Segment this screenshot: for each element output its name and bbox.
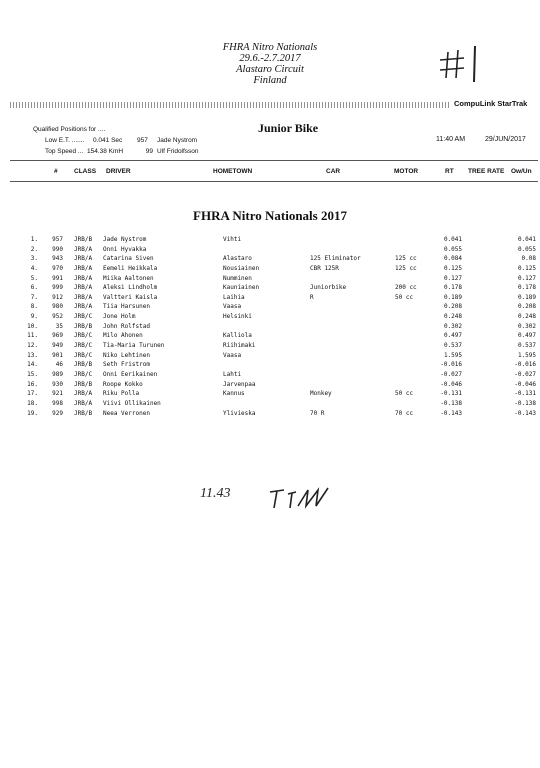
top-speed-car: 99: [145, 148, 153, 155]
row-ow-un: 0.08: [521, 255, 536, 263]
row-ow-un: 0.127: [517, 274, 536, 282]
row-driver: Milo Ahonen: [103, 332, 143, 340]
row-driver: Viivi Ollikainen: [103, 399, 161, 407]
row-car-number: 991: [52, 274, 63, 282]
row-reaction-time: 1.595: [443, 351, 462, 359]
row-car: CBR 125R: [310, 264, 339, 272]
row-ow-un: -0.016: [514, 361, 536, 369]
header-rule-bottom: [10, 181, 538, 182]
qualified-block: [33, 124, 199, 157]
row-class: JRB/A: [74, 274, 93, 282]
row-motor: 50 cc: [395, 390, 414, 398]
row-hometown: Helsinki: [223, 313, 252, 321]
row-reaction-time: -0.016: [440, 361, 462, 369]
row-driver: Jade Nystrom: [103, 236, 147, 243]
table-row: [0, 274, 540, 284]
row-ow-un: -0.131: [514, 390, 536, 398]
row-ow-un: 0.208: [517, 303, 536, 311]
row-hometown: Kauniainen: [223, 284, 260, 292]
row-position: 6.: [30, 284, 38, 292]
row-car-number: 999: [52, 284, 63, 292]
row-ow-un: 0.302: [517, 322, 536, 330]
row-reaction-time: 0.302: [443, 322, 462, 330]
row-car-number: 901: [52, 351, 63, 359]
row-reaction-time: 0.041: [443, 236, 462, 243]
row-car: Monkey: [310, 390, 332, 398]
row-ow-un: 1.595: [517, 351, 536, 359]
col-class: CLASS: [74, 168, 97, 175]
row-position: 3.: [30, 255, 38, 263]
row-reaction-time: 0.537: [443, 342, 462, 350]
row-position: 12.: [27, 342, 38, 350]
row-hometown: Alastaro: [223, 255, 252, 263]
row-motor: 70 cc: [395, 409, 414, 417]
row-reaction-time: 0.189: [443, 293, 462, 301]
low-et-value: 0.041 Sec: [93, 137, 123, 144]
table-row: [0, 283, 540, 293]
low-et-label: Low E.T. .......: [45, 137, 85, 144]
low-et-row: [33, 135, 199, 146]
row-driver: Niko Lehtinen: [103, 351, 150, 359]
row-position: 7.: [30, 293, 38, 301]
row-car-number: 990: [52, 245, 63, 253]
event-header: [0, 42, 540, 86]
row-class: JRB/B: [74, 409, 93, 417]
row-reaction-time: -0.046: [440, 380, 462, 388]
event-dates: 29.6.-2.7.2017: [239, 53, 301, 64]
table-row: [0, 235, 540, 245]
col-driver: DRIVER: [106, 168, 131, 175]
row-reaction-time: -0.143: [440, 409, 462, 417]
row-ow-un: -0.027: [514, 370, 536, 378]
row-position: 9.: [30, 313, 38, 321]
row-car-number: 35: [55, 322, 63, 330]
row-hometown: Vaasa: [223, 303, 242, 311]
row-ow-un: -0.143: [514, 409, 536, 417]
row-position: 19.: [27, 409, 38, 417]
row-class: JRB/C: [74, 370, 93, 378]
top-speed-label: Top Speed ...: [45, 148, 84, 155]
row-class: JRB/A: [74, 399, 93, 407]
table-row: [0, 331, 540, 341]
row-ow-un: -0.138: [514, 399, 536, 407]
row-class: JRB/A: [74, 293, 93, 301]
row-car-number: 921: [52, 390, 63, 398]
row-ow-un: 0.537: [517, 342, 536, 350]
row-class: JRB/C: [74, 351, 93, 359]
table-row: [0, 302, 540, 312]
row-reaction-time: 0.497: [443, 332, 462, 340]
row-reaction-time: 0.055: [443, 245, 462, 253]
row-motor: 125 cc: [395, 255, 417, 263]
row-hometown: Vaasa: [223, 351, 242, 359]
row-position: 4.: [30, 264, 38, 272]
row-motor: 200 cc: [395, 284, 417, 292]
row-car-number: 970: [52, 264, 63, 272]
timestamp: [436, 136, 526, 143]
row-driver: Valtteri Kaisla: [103, 293, 158, 301]
row-ow-un: 0.041: [517, 236, 536, 243]
row-motor: 50 cc: [395, 293, 414, 301]
table-row: [0, 264, 540, 274]
row-driver: Tiia Harsunen: [103, 303, 150, 311]
row-position: 11.: [27, 332, 38, 340]
handwritten-time: 11.43: [200, 486, 231, 501]
table-row: [0, 245, 540, 255]
page-title: Junior Bike: [258, 121, 319, 135]
row-reaction-time: 0.125: [443, 264, 462, 272]
row-motor: 125 cc: [395, 264, 417, 272]
low-et-driver: Jade Nystrom: [157, 137, 198, 144]
row-class: JRB/C: [74, 313, 93, 321]
table-row: [0, 389, 540, 399]
row-driver: Tia-Maria Turunen: [103, 342, 165, 350]
table-row: [0, 312, 540, 322]
row-car-number: 930: [52, 380, 63, 388]
table-row: [0, 360, 540, 370]
table-row: [0, 370, 540, 380]
col-rt: RT: [445, 168, 454, 175]
row-driver: Jone Holm: [103, 313, 136, 321]
row-ow-un: -0.046: [514, 380, 536, 388]
event-name: FHRA Nitro Nationals: [222, 42, 318, 53]
row-class: JRB/A: [74, 264, 93, 272]
header-rule-top: [10, 160, 538, 161]
row-car-number: 912: [52, 293, 63, 301]
row-car-number: 952: [52, 313, 63, 321]
table-row: [0, 293, 540, 303]
row-class: JRB/B: [74, 236, 93, 243]
row-position: 17.: [27, 390, 38, 398]
top-speed-row: [33, 146, 199, 157]
low-et-car: 957: [137, 137, 148, 144]
event-venue: Alastaro Circuit: [236, 64, 304, 75]
row-ow-un: 0.189: [517, 293, 536, 301]
row-class: JRB/A: [74, 255, 93, 263]
col-tree-rate: TREE RATE: [468, 168, 505, 175]
print-date: 29/JUN/2017: [484, 136, 526, 143]
handwritten-signature: [268, 482, 348, 512]
row-car: 70 R: [310, 409, 325, 417]
row-position: 13.: [27, 351, 38, 359]
row-car: R: [310, 293, 314, 301]
row-reaction-time: -0.138: [440, 399, 462, 407]
row-driver: Onni Eerikainen: [103, 370, 158, 378]
row-reaction-time: 0.127: [443, 274, 462, 282]
row-ow-un: 0.178: [517, 284, 536, 292]
table-row: [0, 322, 540, 332]
row-hometown: Jarvenpaa: [223, 380, 256, 388]
row-position: 1.: [30, 236, 38, 243]
row-car-number: 949: [52, 342, 63, 350]
row-reaction-time: 0.178: [443, 284, 462, 292]
row-position: 10.: [27, 322, 38, 330]
row-ow-un: 0.497: [517, 332, 536, 340]
row-ow-un: 0.248: [517, 313, 536, 321]
results-subtitle: FHRA Nitro Nationals 2017: [193, 208, 347, 223]
table-row: [0, 380, 540, 390]
row-driver: Miika Aaltonen: [103, 274, 154, 282]
row-class: JRB/A: [74, 245, 93, 253]
table-row: [0, 351, 540, 361]
row-car-number: 980: [52, 303, 63, 311]
col-hometown: HOMETOWN: [213, 168, 253, 175]
row-class: JRB/B: [74, 361, 93, 369]
row-reaction-time: -0.131: [440, 390, 462, 398]
col-motor: MOTOR: [394, 168, 419, 175]
row-driver: Neea Verronen: [103, 409, 150, 417]
row-driver: Roope Kokko: [103, 380, 143, 388]
row-position: 15.: [27, 370, 38, 378]
row-position: 16.: [27, 380, 38, 388]
row-class: JRB/C: [74, 332, 93, 340]
row-position: 5.: [30, 274, 38, 282]
row-position: 2.: [30, 245, 38, 253]
row-hometown: Riihimaki: [223, 342, 256, 350]
row-driver: Aleksi Lindholm: [103, 284, 158, 292]
row-reaction-time: -0.027: [440, 370, 462, 378]
row-driver: Seth Fristrom: [103, 361, 150, 369]
top-speed-driver: Ulf Fridolfsson: [157, 148, 199, 155]
row-car-number: 929: [52, 409, 63, 417]
row-car: 125 Eliminator: [310, 255, 361, 263]
row-ow-un: 0.125: [517, 264, 536, 272]
row-driver: John Rolfstad: [103, 322, 150, 330]
row-car-number: 989: [52, 370, 63, 378]
print-time: 11:40 AM: [436, 136, 466, 143]
row-reaction-time: 0.208: [443, 303, 462, 311]
row-hometown: Laihia: [223, 293, 245, 301]
event-country: Finland: [253, 75, 287, 86]
row-hometown: Kalliola: [223, 332, 252, 340]
table-row: [0, 341, 540, 351]
row-class: JRB/C: [74, 342, 93, 350]
col-car: CAR: [326, 168, 341, 175]
row-class: JRB/A: [74, 284, 93, 292]
row-driver: Onni Hyvakka: [103, 245, 147, 253]
col-ow-un: Ow/Un: [511, 168, 532, 175]
row-car-number: 46: [55, 361, 63, 369]
row-driver: Riku Polla: [103, 390, 140, 398]
table-row: [0, 399, 540, 409]
row-car-number: 943: [52, 255, 63, 263]
col-num: #: [54, 168, 58, 175]
row-class: JRB/A: [74, 390, 93, 398]
row-hometown: Ylivieska: [223, 409, 256, 417]
row-driver: Catarina Siven: [103, 255, 154, 263]
hatched-divider: [10, 102, 450, 108]
row-hometown: Vihti: [223, 236, 242, 243]
row-ow-un: 0.055: [517, 245, 536, 253]
row-reaction-time: 0.084: [443, 255, 462, 263]
row-car: Juniorbike: [310, 284, 347, 292]
row-hometown: Lahti: [223, 370, 242, 378]
row-class: JRB/B: [74, 380, 93, 388]
handwritten-note: [190, 478, 350, 518]
row-car-number: 969: [52, 332, 63, 340]
row-car-number: 957: [52, 236, 63, 243]
row-position: 14.: [27, 361, 38, 369]
row-hometown: Kannus: [223, 390, 245, 398]
row-car-number: 998: [52, 399, 63, 407]
row-hometown: Numminen: [223, 274, 252, 282]
row-hometown: Nousiainen: [223, 264, 260, 272]
row-position: 8.: [30, 303, 38, 311]
row-class: JRB/B: [74, 322, 93, 330]
table-row: [0, 254, 540, 264]
row-class: JRB/A: [74, 303, 93, 311]
row-position: 18.: [27, 399, 38, 407]
row-reaction-time: 0.248: [443, 313, 462, 321]
top-speed-value: 154.38 KmH: [87, 148, 124, 155]
brand-label: CompuLink StarTrak: [454, 99, 528, 108]
qualified-label: Qualified Positions for ....: [33, 126, 106, 133]
row-driver: Eemeli Heikkala: [103, 264, 158, 272]
table-row: [0, 409, 540, 419]
results-table: [0, 235, 540, 418]
